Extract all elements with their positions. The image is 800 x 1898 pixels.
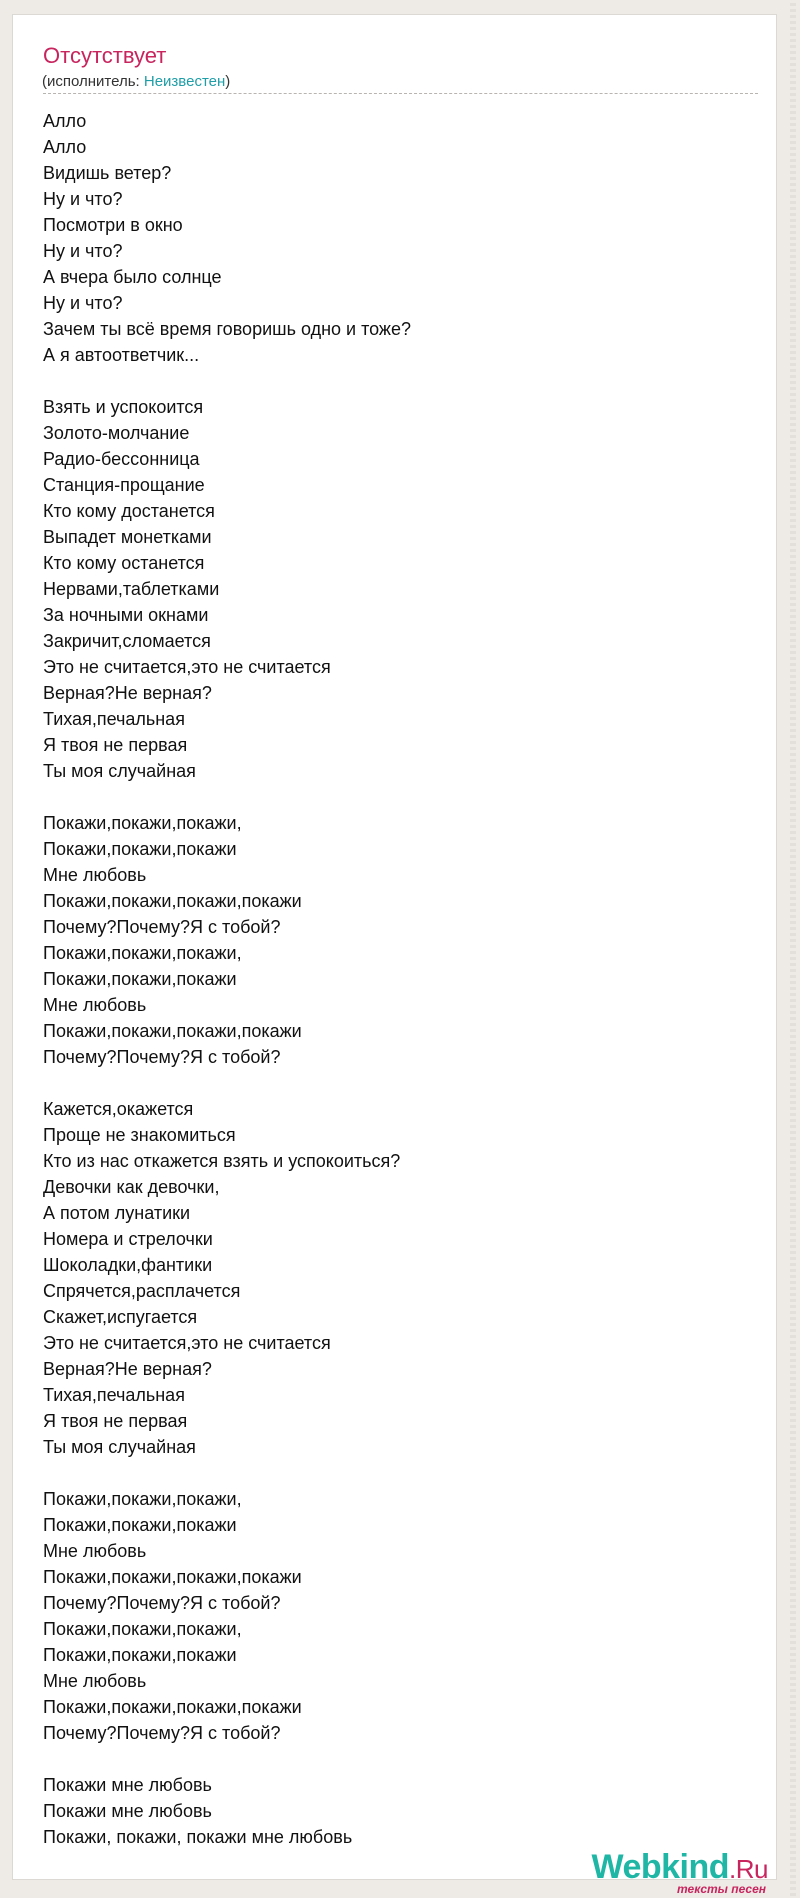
lyric-line: Алло <box>43 137 87 157</box>
lyric-line: Зачем ты всё время говоришь одно и тоже? <box>43 319 411 339</box>
lyric-line: Покажи,покажи,покажи,покажи <box>43 1567 302 1587</box>
artist-line <box>42 73 230 90</box>
stanza-break <box>43 784 411 810</box>
lyric-line: Ты моя случайная <box>43 1437 196 1457</box>
lyric-line: Номера и стрелочки <box>43 1229 213 1249</box>
logo-suffix: .Ru <box>729 1854 768 1884</box>
lyric-line: Покажи мне любовь <box>43 1801 212 1821</box>
lyric-line: Станция-прощание <box>43 475 205 495</box>
lyric-line: Золото-молчание <box>43 423 190 443</box>
lyric-line: Я твоя не первая <box>43 735 188 755</box>
lyric-line: Покажи,покажи,покажи <box>43 1645 237 1665</box>
artist-suffix: ) <box>225 73 231 90</box>
lyric-line: Ну и что? <box>43 189 123 209</box>
lyric-line: Закричит,сломается <box>43 631 211 651</box>
lyric-line: Мне любовь <box>43 1671 147 1691</box>
lyric-line: Кто кому останется <box>43 553 205 573</box>
lyric-line: Тихая,печальная <box>43 1385 185 1405</box>
lyrics-card <box>12 14 777 1880</box>
lyric-line: Покажи,покажи,покажи,покажи <box>43 1697 302 1717</box>
lyric-line: Покажи,покажи,покажи,покажи <box>43 891 302 911</box>
lyric-line: А потом лунатики <box>43 1203 191 1223</box>
lyric-line: Покажи,покажи,покажи,покажи <box>43 1021 302 1041</box>
lyric-line: Кажется,окажется <box>43 1099 194 1119</box>
stanza-break <box>43 1746 411 1772</box>
lyric-line: Посмотри в окно <box>43 215 183 235</box>
lyric-line: Шоколадки,фантики <box>43 1255 213 1275</box>
lyric-line: Мне любовь <box>43 865 147 885</box>
lyric-line: Мне любовь <box>43 1541 147 1561</box>
title-divider <box>43 93 758 94</box>
lyric-line: Почему?Почему?Я с тобой? <box>43 1047 281 1067</box>
lyric-line: Спрячется,расплачется <box>43 1281 241 1301</box>
lyric-line: Проще не знакомиться <box>43 1125 236 1145</box>
lyric-line: За ночными окнами <box>43 605 209 625</box>
lyric-line: Тихая,печальная <box>43 709 185 729</box>
lyric-line: Выпадет монетками <box>43 527 212 547</box>
lyric-line: Покажи,покажи,покажи, <box>43 1619 242 1639</box>
lyrics-text <box>43 108 411 1850</box>
stanza-break <box>43 1070 411 1096</box>
lyric-line: Верная?Не верная? <box>43 683 212 703</box>
lyric-line: Ну и что? <box>43 293 123 313</box>
lyric-line: Радио-бессонница <box>43 449 200 469</box>
lyric-line: Я твоя не первая <box>43 1411 188 1431</box>
lyric-line: Нервами,таблетками <box>43 579 220 599</box>
lyric-line: Ну и что? <box>43 241 123 261</box>
lyric-line: Покажи,покажи,покажи, <box>43 813 242 833</box>
lyric-line: Ты моя случайная <box>43 761 196 781</box>
lyric-line: Почему?Почему?Я с тобой? <box>43 917 281 937</box>
lyric-line: Почему?Почему?Я с тобой? <box>43 1593 281 1613</box>
lyric-line: Почему?Почему?Я с тобой? <box>43 1723 281 1743</box>
lyric-line: Покажи,покажи,покажи, <box>43 943 242 963</box>
stanza-break <box>43 1460 411 1486</box>
lyric-line: Покажи,покажи,покажи <box>43 1515 237 1535</box>
lyric-line: Покажи мне любовь <box>43 1775 212 1795</box>
lyric-line: Это не считается,это не считается <box>43 657 331 677</box>
lyric-line: Покажи, покажи, покажи мне любовь <box>43 1827 353 1847</box>
lyric-line: Кто кому достанется <box>43 501 215 521</box>
lyric-line: Видишь ветер? <box>43 163 172 183</box>
lyric-line: Верная?Не верная? <box>43 1359 212 1379</box>
artist-prefix: (исполнитель: <box>42 73 144 90</box>
lyric-line: Покажи,покажи,покажи <box>43 839 237 859</box>
decorative-page-edge <box>790 0 796 1898</box>
lyric-line: А вчера было солнце <box>43 267 222 287</box>
lyric-line: Это не считается,это не считается <box>43 1333 331 1353</box>
lyric-line: Взять и успокоится <box>43 397 204 417</box>
lyric-line: А я автоответчик... <box>43 345 200 365</box>
lyric-line: Покажи,покажи,покажи <box>43 969 237 989</box>
stanza-break <box>43 368 411 394</box>
lyric-line: Девочки как девочки, <box>43 1177 220 1197</box>
lyric-line: Кто из нас откажется взять и успокоиться? <box>43 1151 401 1171</box>
lyric-line: Скажет,испугается <box>43 1307 198 1327</box>
artist-link[interactable]: Неизвестен <box>143 73 226 90</box>
lyric-line: Покажи,покажи,покажи, <box>43 1489 242 1509</box>
webkind-logo[interactable] <box>591 1850 768 1886</box>
lyric-line: Алло <box>43 111 87 131</box>
logo-tagline: тексты песен <box>677 1882 766 1896</box>
lyric-line: Мне любовь <box>43 995 147 1015</box>
logo-main: Webkind <box>591 1848 730 1886</box>
song-title: Отсутствует <box>43 43 167 68</box>
